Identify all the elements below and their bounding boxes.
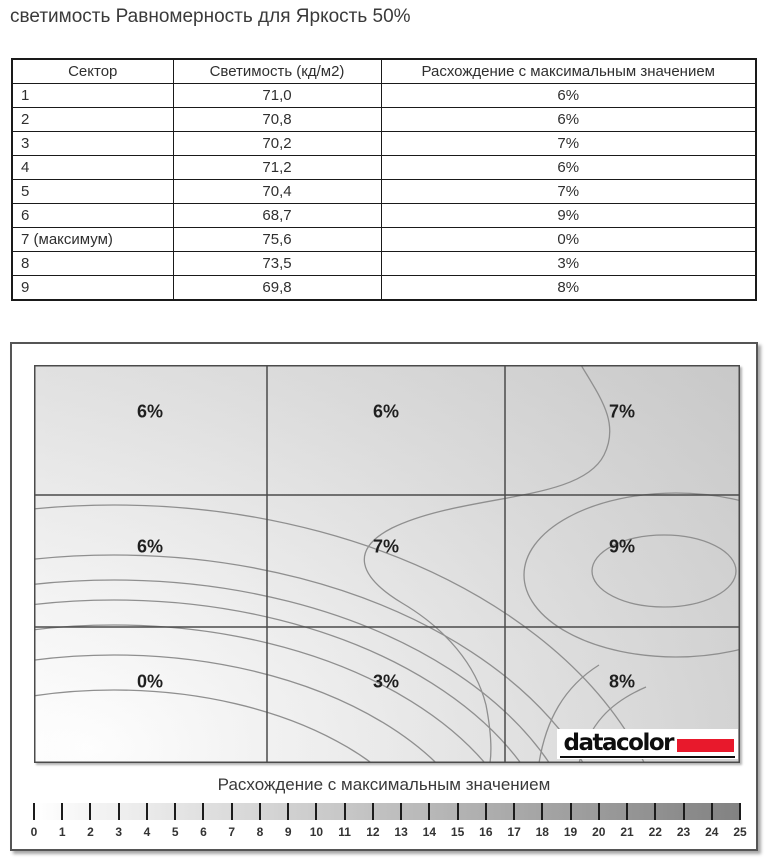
table-row xyxy=(12,84,756,108)
cell-luminance: 71,0 xyxy=(173,84,381,108)
cell-deviation: 7% xyxy=(381,132,756,156)
cell-luminance: 69,8 xyxy=(173,276,381,301)
cell-sector: 6 xyxy=(12,204,173,228)
colorbar-tick xyxy=(541,803,543,820)
sector-deviation-label-9: 8% xyxy=(608,671,636,692)
colorbar-tick xyxy=(570,803,572,820)
table-row xyxy=(12,156,756,180)
sector-deviation-label-5: 7% xyxy=(372,536,400,557)
colorbar-tick-label: 8 xyxy=(256,825,264,839)
cell-sector: 7 (максимум) xyxy=(12,228,173,252)
table-row xyxy=(12,204,756,228)
colorbar-tick xyxy=(89,803,91,820)
table-row xyxy=(12,276,756,301)
sector-deviation-label-2: 6% xyxy=(372,401,400,422)
datacolor-logo-red-bar xyxy=(677,739,734,752)
cell-luminance: 68,7 xyxy=(173,204,381,228)
colorbar-caption: Расхождение с максимальным значением xyxy=(217,775,551,794)
colorbar-tick xyxy=(711,803,713,820)
deviation-colorbar xyxy=(34,803,740,820)
colorbar-tick xyxy=(457,803,459,820)
cell-luminance: 70,2 xyxy=(173,132,381,156)
colorbar-tick-label: 12 xyxy=(366,825,380,839)
page-title: светимость Равномерность для Яркость 50% xyxy=(10,6,411,27)
sector-deviation-label-4: 6% xyxy=(136,536,164,557)
cell-deviation: 0% xyxy=(381,228,756,252)
colorbar-tick xyxy=(626,803,628,820)
table-header-row xyxy=(12,59,756,84)
cell-sector: 8 xyxy=(12,252,173,276)
cell-sector: 9 xyxy=(12,276,173,301)
colorbar-tick-label: 11 xyxy=(338,825,351,839)
cell-sector: 3 xyxy=(12,132,173,156)
colorbar-tick-label: 18 xyxy=(535,825,549,839)
cell-sector: 2 xyxy=(12,108,173,132)
cell-sector: 4 xyxy=(12,156,173,180)
colorbar-tick xyxy=(146,803,148,820)
colorbar-tick-label: 13 xyxy=(394,825,408,839)
colorbar-tick-label: 20 xyxy=(592,825,606,839)
colorbar-tick xyxy=(400,803,402,820)
sector-deviation-label-1: 6% xyxy=(136,401,164,422)
cell-sector: 5 xyxy=(12,180,173,204)
cell-deviation: 6% xyxy=(381,156,756,180)
cell-sector: 1 xyxy=(12,84,173,108)
colorbar-tick xyxy=(287,803,289,820)
colorbar-tick-label: 7 xyxy=(228,825,236,839)
table-row xyxy=(12,132,756,156)
colorbar-tick-label: 17 xyxy=(507,825,521,839)
colorbar-tick xyxy=(428,803,430,820)
contour-map-canvas xyxy=(34,365,740,763)
colorbar-tick-label: 25 xyxy=(733,825,747,839)
header-deviation: Расхождение с максимальным значением xyxy=(381,59,756,84)
cell-luminance: 70,4 xyxy=(173,180,381,204)
cell-deviation: 6% xyxy=(381,84,756,108)
colorbar-tick-label: 9 xyxy=(284,825,292,839)
colorbar-tick-label: 10 xyxy=(309,825,324,839)
colorbar-tick xyxy=(485,803,487,820)
cell-luminance: 71,2 xyxy=(173,156,381,180)
colorbar-tick xyxy=(202,803,204,820)
colorbar-tick-label: 24 xyxy=(705,825,719,839)
colorbar-tick xyxy=(231,803,233,820)
colorbar-tick-label: 16 xyxy=(479,825,493,839)
colorbar-tick-label: 15 xyxy=(450,825,465,839)
header-sector: Сектор xyxy=(12,59,173,84)
colorbar-tick xyxy=(259,803,261,820)
table-row xyxy=(12,108,756,132)
colorbar-tick xyxy=(654,803,656,820)
sector-deviation-label-7: 0% xyxy=(136,671,164,692)
cell-luminance: 73,5 xyxy=(173,252,381,276)
colorbar-tick xyxy=(174,803,176,820)
colorbar-tick-label: 4 xyxy=(143,825,151,839)
datacolor-logo xyxy=(557,729,738,759)
colorbar-tick-label: 21 xyxy=(620,825,634,839)
colorbar-tick xyxy=(61,803,63,820)
cell-deviation: 7% xyxy=(381,180,756,204)
colorbar-tick-label: 0 xyxy=(30,825,38,839)
cell-luminance: 70,8 xyxy=(173,108,381,132)
table-body xyxy=(12,84,756,301)
cell-deviation: 8% xyxy=(381,276,756,301)
datacolor-logo-underline xyxy=(560,756,735,758)
contour-map xyxy=(34,365,740,763)
colorbar-tick-label: 23 xyxy=(676,825,691,839)
colorbar-tick xyxy=(315,803,317,820)
colorbar-tick xyxy=(118,803,120,820)
colorbar-tick xyxy=(739,803,741,820)
cell-deviation: 9% xyxy=(381,204,756,228)
sector-deviation-label-8: 3% xyxy=(372,671,400,692)
uniformity-table xyxy=(11,58,757,301)
colorbar-tick-labels xyxy=(30,825,747,841)
cell-luminance: 75,6 xyxy=(173,228,381,252)
table-row xyxy=(12,252,756,276)
colorbar-tick-label: 5 xyxy=(171,825,179,839)
colorbar-tick xyxy=(33,803,35,820)
cell-deviation: 3% xyxy=(381,252,756,276)
header-luminance: Светимость (кд/м2) xyxy=(173,59,381,84)
colorbar-tick xyxy=(513,803,515,820)
colorbar-tick-label: 22 xyxy=(648,825,662,839)
datacolor-logo-text: datacolor xyxy=(563,729,673,756)
colorbar-tick xyxy=(683,803,685,820)
colorbar-tick-label: 3 xyxy=(115,825,123,839)
colorbar-tick-label: 19 xyxy=(563,825,578,839)
colorbar-tick xyxy=(344,803,346,820)
colorbar-tick-label: 2 xyxy=(87,825,94,839)
sector-deviation-label-6: 9% xyxy=(608,536,636,557)
cell-deviation: 6% xyxy=(381,108,756,132)
table-row xyxy=(12,228,756,252)
colorbar-tick-label: 6 xyxy=(200,825,207,839)
table-row xyxy=(12,180,756,204)
colorbar-tick-label: 1 xyxy=(58,825,66,839)
uniformity-figure xyxy=(10,342,758,851)
colorbar-tick-label: 14 xyxy=(422,825,437,839)
sector-deviation-label-3: 7% xyxy=(608,401,636,422)
colorbar-tick xyxy=(598,803,600,820)
colorbar-tick xyxy=(372,803,374,820)
